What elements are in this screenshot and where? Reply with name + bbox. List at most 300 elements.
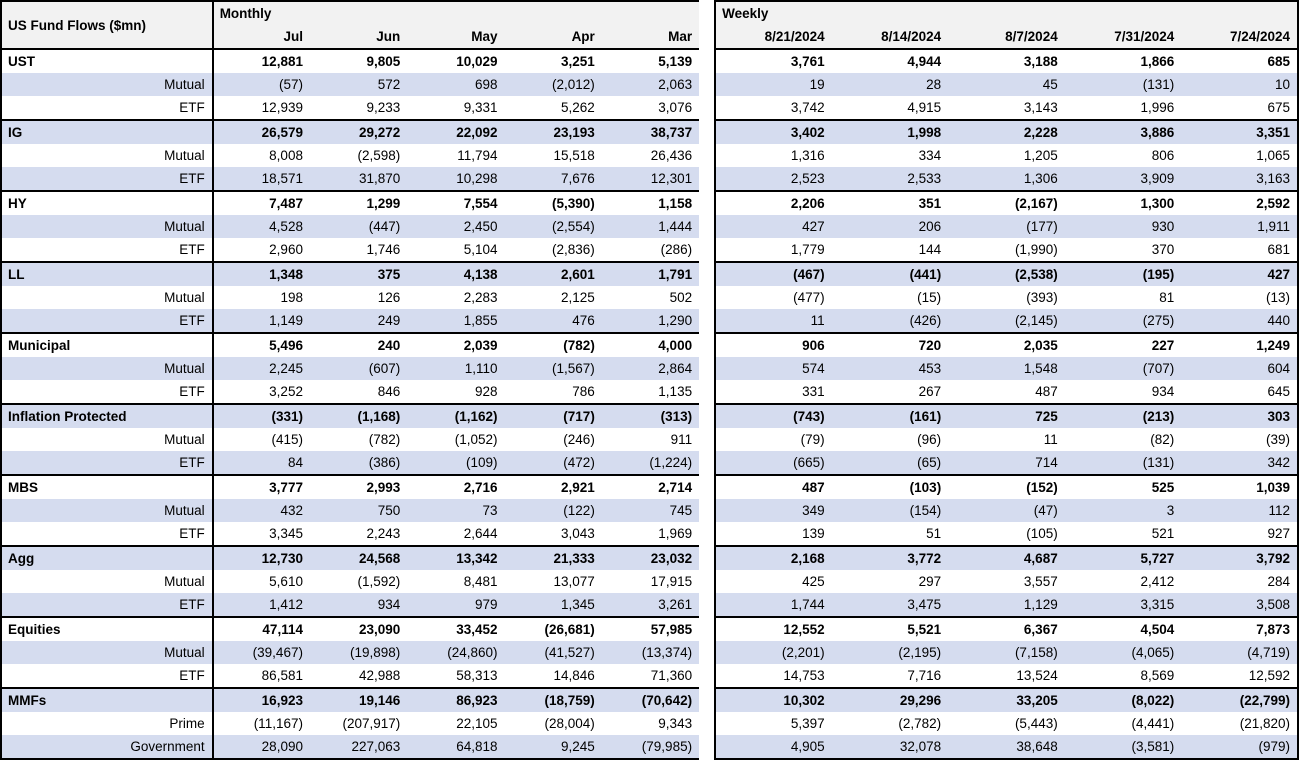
cell-weekly-1: (2,782) [832, 712, 949, 735]
column-gap [699, 309, 715, 333]
cell-monthly-2: 9,331 [407, 96, 504, 120]
cell-weekly-1: 453 [832, 357, 949, 380]
cell-monthly-0: 86,581 [213, 664, 310, 688]
column-gap [699, 664, 715, 688]
cell-monthly-0: (11,167) [213, 712, 310, 735]
cell-monthly-2: 2,644 [407, 522, 504, 546]
cell-monthly-1: 846 [310, 380, 407, 404]
row-group-label: Municipal [1, 333, 213, 357]
cell-weekly-4: (13) [1181, 286, 1298, 309]
cell-monthly-2: 2,039 [407, 333, 504, 357]
cell-weekly-3: 370 [1065, 238, 1182, 262]
cell-weekly-4: 112 [1181, 499, 1298, 522]
table-row-group [1, 120, 1298, 144]
cell-weekly-1: 4,915 [832, 96, 949, 120]
cell-weekly-0: 349 [715, 499, 832, 522]
row-group-label: LL [1, 262, 213, 286]
col-head-monthly-2: May [407, 25, 504, 49]
table-row-group [1, 546, 1298, 570]
cell-monthly-4: 26,436 [602, 144, 699, 167]
cell-weekly-4: 427 [1181, 262, 1298, 286]
cell-monthly-1: 1,746 [310, 238, 407, 262]
cell-weekly-3: 521 [1065, 522, 1182, 546]
cell-weekly-0: 3,402 [715, 120, 832, 144]
cell-monthly-4: 2,864 [602, 357, 699, 380]
cell-weekly-4: 3,163 [1181, 167, 1298, 191]
col-head-weekly-0: 8/21/2024 [715, 25, 832, 49]
cell-weekly-2: (2,167) [948, 191, 1065, 215]
table-row [1, 664, 1298, 688]
cell-weekly-0: 19 [715, 73, 832, 96]
table-row [1, 451, 1298, 475]
row-sub-label: Mutual [1, 570, 213, 593]
column-gap [699, 593, 715, 617]
row-sub-label: Prime [1, 712, 213, 735]
cell-weekly-2: 45 [948, 73, 1065, 96]
cell-weekly-2: 2,035 [948, 333, 1065, 357]
column-gap [699, 404, 715, 428]
col-head-monthly-4: Mar [602, 25, 699, 49]
column-gap [699, 262, 715, 286]
cell-weekly-1: (441) [832, 262, 949, 286]
row-group-label: MBS [1, 475, 213, 499]
cell-weekly-0: 487 [715, 475, 832, 499]
cell-monthly-1: 375 [310, 262, 407, 286]
col-head-weekly-1: 8/14/2024 [832, 25, 949, 49]
cell-monthly-2: 73 [407, 499, 504, 522]
table-row-group [1, 617, 1298, 641]
cell-weekly-0: 10,302 [715, 688, 832, 712]
cell-weekly-0: (79) [715, 428, 832, 451]
cell-weekly-4: 3,508 [1181, 593, 1298, 617]
cell-weekly-0: 14,753 [715, 664, 832, 688]
cell-weekly-2: 3,557 [948, 570, 1065, 593]
row-sub-label: Mutual [1, 73, 213, 96]
cell-monthly-1: (782) [310, 428, 407, 451]
table-row [1, 522, 1298, 546]
cell-weekly-1: (426) [832, 309, 949, 333]
cell-monthly-3: 23,193 [505, 120, 602, 144]
cell-weekly-1: 334 [832, 144, 949, 167]
cell-weekly-3: 525 [1065, 475, 1182, 499]
cell-weekly-3: 3,909 [1065, 167, 1182, 191]
row-group-label: Inflation Protected [1, 404, 213, 428]
cell-weekly-2: (152) [948, 475, 1065, 499]
cell-weekly-4: 303 [1181, 404, 1298, 428]
cell-weekly-0: (665) [715, 451, 832, 475]
cell-weekly-1: 28 [832, 73, 949, 96]
cell-monthly-3: (782) [505, 333, 602, 357]
row-group-label: HY [1, 191, 213, 215]
cell-weekly-3: (131) [1065, 73, 1182, 96]
cell-monthly-3: 9,245 [505, 735, 602, 759]
cell-weekly-2: 2,228 [948, 120, 1065, 144]
cell-weekly-1: 206 [832, 215, 949, 238]
cell-weekly-2: 3,143 [948, 96, 1065, 120]
cell-monthly-4: 57,985 [602, 617, 699, 641]
table-header [1, 1, 1298, 49]
column-gap [699, 428, 715, 451]
cell-monthly-3: (26,681) [505, 617, 602, 641]
cell-monthly-3: (1,567) [505, 357, 602, 380]
cell-monthly-4: 71,360 [602, 664, 699, 688]
cell-monthly-2: 33,452 [407, 617, 504, 641]
cell-monthly-2: 1,110 [407, 357, 504, 380]
column-gap [699, 522, 715, 546]
column-gap [699, 49, 715, 73]
cell-monthly-3: 3,251 [505, 49, 602, 73]
monthly-group-header: Monthly [213, 1, 699, 25]
cell-monthly-2: 928 [407, 380, 504, 404]
cell-monthly-1: 249 [310, 309, 407, 333]
column-gap [699, 167, 715, 191]
cell-weekly-2: (7,158) [948, 641, 1065, 664]
cell-monthly-0: 28,090 [213, 735, 310, 759]
table-row-group [1, 191, 1298, 215]
cell-monthly-3: (2,012) [505, 73, 602, 96]
cell-weekly-2: 33,205 [948, 688, 1065, 712]
cell-weekly-3: (707) [1065, 357, 1182, 380]
cell-monthly-2: 979 [407, 593, 504, 617]
cell-weekly-3: 3,315 [1065, 593, 1182, 617]
cell-monthly-0: 432 [213, 499, 310, 522]
cell-monthly-0: 47,114 [213, 617, 310, 641]
cell-monthly-1: 2,993 [310, 475, 407, 499]
cell-monthly-1: (447) [310, 215, 407, 238]
column-gap [699, 688, 715, 712]
cell-weekly-3: 3 [1065, 499, 1182, 522]
cell-weekly-3: 1,996 [1065, 96, 1182, 120]
row-group-label: Agg [1, 546, 213, 570]
cell-weekly-2: (105) [948, 522, 1065, 546]
cell-monthly-0: 2,245 [213, 357, 310, 380]
table-row [1, 499, 1298, 522]
cell-monthly-4: 5,139 [602, 49, 699, 73]
cell-monthly-4: (79,985) [602, 735, 699, 759]
cell-monthly-0: 4,528 [213, 215, 310, 238]
cell-weekly-3: 81 [1065, 286, 1182, 309]
cell-weekly-2: 1,548 [948, 357, 1065, 380]
column-gap [699, 617, 715, 641]
cell-monthly-1: 240 [310, 333, 407, 357]
column-gap [699, 144, 715, 167]
cell-monthly-0: 84 [213, 451, 310, 475]
row-sub-label: Mutual [1, 641, 213, 664]
cell-weekly-1: 351 [832, 191, 949, 215]
cell-monthly-0: 18,571 [213, 167, 310, 191]
cell-monthly-0: 3,252 [213, 380, 310, 404]
cell-weekly-0: 5,397 [715, 712, 832, 735]
cell-monthly-1: 934 [310, 593, 407, 617]
cell-monthly-1: 750 [310, 499, 407, 522]
column-gap [699, 215, 715, 238]
column-gap [699, 96, 715, 120]
cell-monthly-4: 38,737 [602, 120, 699, 144]
cell-weekly-4: 2,592 [1181, 191, 1298, 215]
cell-weekly-2: 1,205 [948, 144, 1065, 167]
row-sub-label: ETF [1, 451, 213, 475]
cell-weekly-3: 806 [1065, 144, 1182, 167]
cell-monthly-2: 13,342 [407, 546, 504, 570]
row-group-label: IG [1, 120, 213, 144]
cell-weekly-3: 934 [1065, 380, 1182, 404]
cell-monthly-0: 1,348 [213, 262, 310, 286]
col-head-monthly-1: Jun [310, 25, 407, 49]
row-sub-label: Mutual [1, 144, 213, 167]
cell-monthly-3: (122) [505, 499, 602, 522]
cell-monthly-1: 24,568 [310, 546, 407, 570]
cell-weekly-0: (477) [715, 286, 832, 309]
cell-weekly-1: (65) [832, 451, 949, 475]
column-gap [699, 712, 715, 735]
cell-monthly-4: 12,301 [602, 167, 699, 191]
cell-monthly-1: (207,917) [310, 712, 407, 735]
col-head-monthly-3: Apr [505, 25, 602, 49]
cell-monthly-3: (28,004) [505, 712, 602, 735]
cell-weekly-0: 2,168 [715, 546, 832, 570]
cell-monthly-3: 786 [505, 380, 602, 404]
cell-weekly-3: (8,022) [1065, 688, 1182, 712]
cell-monthly-2: 11,794 [407, 144, 504, 167]
cell-weekly-2: 4,687 [948, 546, 1065, 570]
cell-weekly-1: 29,296 [832, 688, 949, 712]
cell-monthly-4: (286) [602, 238, 699, 262]
cell-weekly-4: (4,719) [1181, 641, 1298, 664]
cell-monthly-4: 1,158 [602, 191, 699, 215]
cell-weekly-2: 3,188 [948, 49, 1065, 73]
cell-weekly-1: 720 [832, 333, 949, 357]
cell-monthly-0: 26,579 [213, 120, 310, 144]
column-gap [699, 191, 715, 215]
cell-monthly-1: 9,233 [310, 96, 407, 120]
cell-monthly-3: 13,077 [505, 570, 602, 593]
cell-monthly-1: 2,243 [310, 522, 407, 546]
cell-monthly-3: (717) [505, 404, 602, 428]
cell-weekly-3: 4,504 [1065, 617, 1182, 641]
cell-monthly-2: 5,104 [407, 238, 504, 262]
cell-monthly-4: (70,642) [602, 688, 699, 712]
cell-monthly-0: 1,412 [213, 593, 310, 617]
table-row-group [1, 688, 1298, 712]
cell-weekly-3: 5,727 [1065, 546, 1182, 570]
cell-monthly-2: 2,716 [407, 475, 504, 499]
row-sub-label: ETF [1, 380, 213, 404]
cell-monthly-3: (18,759) [505, 688, 602, 712]
cell-weekly-3: (131) [1065, 451, 1182, 475]
cell-monthly-3: 7,676 [505, 167, 602, 191]
cell-weekly-0: 427 [715, 215, 832, 238]
table-row-group [1, 333, 1298, 357]
table-row [1, 641, 1298, 664]
cell-weekly-2: 13,524 [948, 664, 1065, 688]
cell-monthly-3: (2,554) [505, 215, 602, 238]
column-gap [699, 735, 715, 759]
table-row [1, 73, 1298, 96]
cell-weekly-2: 6,367 [948, 617, 1065, 641]
cell-monthly-2: 2,283 [407, 286, 504, 309]
cell-monthly-4: 1,969 [602, 522, 699, 546]
cell-monthly-0: 7,487 [213, 191, 310, 215]
cell-monthly-3: 15,518 [505, 144, 602, 167]
column-gap [699, 357, 715, 380]
cell-weekly-4: 604 [1181, 357, 1298, 380]
cell-weekly-4: 645 [1181, 380, 1298, 404]
table-row [1, 286, 1298, 309]
cell-monthly-3: 476 [505, 309, 602, 333]
cell-weekly-2: (177) [948, 215, 1065, 238]
column-gap [699, 570, 715, 593]
table-row [1, 96, 1298, 120]
column-gap [699, 641, 715, 664]
header-group-row [1, 1, 1298, 25]
col-head-weekly-2: 8/7/2024 [948, 25, 1065, 49]
row-sub-label: Mutual [1, 499, 213, 522]
table-row [1, 238, 1298, 262]
cell-monthly-1: 31,870 [310, 167, 407, 191]
table-body [1, 49, 1298, 759]
cell-weekly-1: 2,533 [832, 167, 949, 191]
cell-weekly-4: 927 [1181, 522, 1298, 546]
cell-weekly-0: 2,206 [715, 191, 832, 215]
cell-weekly-3: 1,866 [1065, 49, 1182, 73]
cell-weekly-1: 3,475 [832, 593, 949, 617]
cell-weekly-1: 5,521 [832, 617, 949, 641]
cell-weekly-0: 12,552 [715, 617, 832, 641]
cell-monthly-2: 4,138 [407, 262, 504, 286]
cell-monthly-1: (607) [310, 357, 407, 380]
table-row [1, 380, 1298, 404]
cell-monthly-3: 2,125 [505, 286, 602, 309]
cell-weekly-4: 7,873 [1181, 617, 1298, 641]
cell-weekly-4: (22,799) [1181, 688, 1298, 712]
col-head-weekly-4: 7/24/2024 [1181, 25, 1298, 49]
cell-weekly-3: 8,569 [1065, 664, 1182, 688]
cell-monthly-2: (24,860) [407, 641, 504, 664]
cell-monthly-3: 21,333 [505, 546, 602, 570]
table-row-group [1, 262, 1298, 286]
table-row [1, 428, 1298, 451]
cell-weekly-3: (213) [1065, 404, 1182, 428]
cell-monthly-1: 572 [310, 73, 407, 96]
cell-weekly-4: 1,911 [1181, 215, 1298, 238]
cell-monthly-0: (39,467) [213, 641, 310, 664]
cell-monthly-4: 23,032 [602, 546, 699, 570]
cell-weekly-0: (2,201) [715, 641, 832, 664]
column-gap [699, 380, 715, 404]
table-row [1, 570, 1298, 593]
row-group-label: Equities [1, 617, 213, 641]
cell-weekly-1: 51 [832, 522, 949, 546]
cell-monthly-2: 58,313 [407, 664, 504, 688]
cell-monthly-1: (1,592) [310, 570, 407, 593]
cell-weekly-1: (154) [832, 499, 949, 522]
cell-weekly-2: 11 [948, 428, 1065, 451]
cell-weekly-4: 3,792 [1181, 546, 1298, 570]
cell-monthly-1: (19,898) [310, 641, 407, 664]
row-group-label: UST [1, 49, 213, 73]
table-row [1, 167, 1298, 191]
col-head-weekly-3: 7/31/2024 [1065, 25, 1182, 49]
cell-weekly-1: 32,078 [832, 735, 949, 759]
cell-monthly-3: (2,836) [505, 238, 602, 262]
cell-monthly-4: 4,000 [602, 333, 699, 357]
table-row-group [1, 49, 1298, 73]
cell-weekly-3: 930 [1065, 215, 1182, 238]
table-row-group [1, 475, 1298, 499]
cell-monthly-0: 5,496 [213, 333, 310, 357]
cell-weekly-4: 681 [1181, 238, 1298, 262]
row-sub-label: Mutual [1, 357, 213, 380]
cell-weekly-4: 284 [1181, 570, 1298, 593]
table-row-group [1, 404, 1298, 428]
cell-weekly-0: 906 [715, 333, 832, 357]
cell-weekly-2: 38,648 [948, 735, 1065, 759]
cell-monthly-2: 7,554 [407, 191, 504, 215]
table-title: US Fund Flows ($mn) [1, 1, 213, 49]
cell-weekly-0: 2,523 [715, 167, 832, 191]
cell-monthly-4: (13,374) [602, 641, 699, 664]
cell-monthly-4: 3,261 [602, 593, 699, 617]
cell-monthly-1: 126 [310, 286, 407, 309]
cell-weekly-0: 3,761 [715, 49, 832, 73]
column-gap [699, 1, 715, 25]
cell-weekly-4: 1,065 [1181, 144, 1298, 167]
cell-monthly-0: 1,149 [213, 309, 310, 333]
cell-weekly-4: 10 [1181, 73, 1298, 96]
cell-monthly-4: 1,290 [602, 309, 699, 333]
cell-weekly-1: 7,716 [832, 664, 949, 688]
cell-weekly-0: 1,744 [715, 593, 832, 617]
cell-weekly-3: 1,300 [1065, 191, 1182, 215]
cell-weekly-0: 1,316 [715, 144, 832, 167]
cell-monthly-3: (246) [505, 428, 602, 451]
cell-weekly-3: (82) [1065, 428, 1182, 451]
row-sub-label: Mutual [1, 215, 213, 238]
column-gap [699, 238, 715, 262]
cell-monthly-4: 502 [602, 286, 699, 309]
cell-weekly-4: 342 [1181, 451, 1298, 475]
cell-weekly-3: (275) [1065, 309, 1182, 333]
cell-monthly-1: 23,090 [310, 617, 407, 641]
table-row [1, 215, 1298, 238]
row-sub-label: ETF [1, 309, 213, 333]
column-gap [699, 120, 715, 144]
cell-weekly-1: 4,944 [832, 49, 949, 73]
cell-monthly-3: 3,043 [505, 522, 602, 546]
cell-monthly-1: 19,146 [310, 688, 407, 712]
column-gap [699, 451, 715, 475]
cell-weekly-3: (4,065) [1065, 641, 1182, 664]
cell-monthly-1: (2,598) [310, 144, 407, 167]
cell-monthly-2: 10,298 [407, 167, 504, 191]
row-sub-label: ETF [1, 96, 213, 120]
cell-monthly-4: 745 [602, 499, 699, 522]
cell-weekly-0: 331 [715, 380, 832, 404]
cell-monthly-0: 3,345 [213, 522, 310, 546]
cell-weekly-1: (15) [832, 286, 949, 309]
cell-monthly-4: 17,915 [602, 570, 699, 593]
cell-monthly-2: (1,162) [407, 404, 504, 428]
cell-monthly-3: 14,846 [505, 664, 602, 688]
cell-weekly-2: 1,129 [948, 593, 1065, 617]
cell-monthly-2: 2,450 [407, 215, 504, 238]
cell-monthly-1: 42,988 [310, 664, 407, 688]
cell-weekly-3: (4,441) [1065, 712, 1182, 735]
cell-monthly-3: 2,921 [505, 475, 602, 499]
cell-weekly-1: 3,772 [832, 546, 949, 570]
cell-monthly-3: (472) [505, 451, 602, 475]
cell-monthly-0: 2,960 [213, 238, 310, 262]
